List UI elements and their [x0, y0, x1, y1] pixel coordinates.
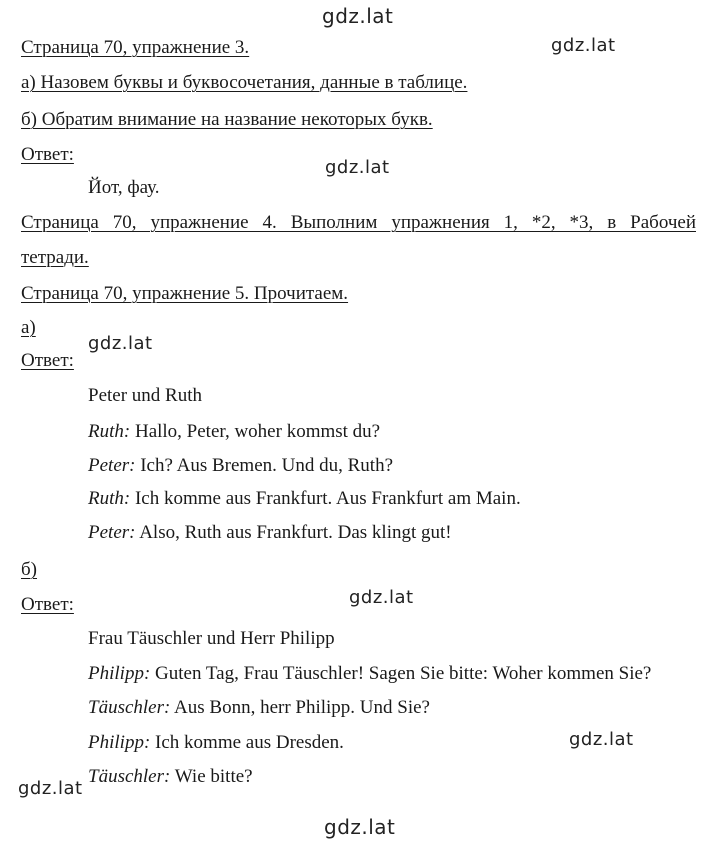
- speaker: Peter:: [88, 522, 136, 543]
- utterance: Ich komme aus Dresden.: [155, 732, 344, 753]
- watermark: gdz.lat: [88, 333, 153, 354]
- dialogue-line: [88, 696, 430, 720]
- dialogue-line: [88, 487, 521, 511]
- speaker: Täuschler:: [88, 766, 171, 787]
- exercise-4-line-2: тетради.: [21, 247, 89, 268]
- speaker: Täuschler:: [88, 697, 171, 718]
- dialogue-line: [88, 662, 651, 686]
- exercise-3-task-a: а) Назовем буквы и буквосочетания, данные в таблице.: [21, 72, 468, 93]
- dialogue-line: [88, 420, 380, 444]
- answer-label: Ответ:: [21, 594, 74, 615]
- dialogue-line: [88, 521, 452, 545]
- watermark: gdz.lat: [551, 35, 616, 56]
- dialogue-a-heading: Peter und Ruth: [88, 385, 202, 406]
- dialogue-line: [88, 454, 393, 478]
- watermark-bottom: gdz.lat: [324, 815, 396, 839]
- speaker: Ruth:: [88, 421, 131, 442]
- speaker: Peter:: [88, 455, 136, 476]
- exercise-3-answer: Йот, фау.: [88, 177, 160, 198]
- watermark-top: gdz.lat: [322, 4, 394, 28]
- utterance: Aus Bonn, herr Philipp. Und Sie?: [174, 697, 430, 718]
- watermark: gdz.lat: [325, 157, 390, 178]
- dialogue-line: [88, 731, 344, 755]
- speaker: Philipp:: [88, 663, 151, 684]
- utterance: Wie bitte?: [174, 766, 253, 787]
- watermark: gdz.lat: [18, 778, 83, 799]
- dialogue-line: [88, 765, 253, 789]
- utterance: Ich? Aus Bremen. Und du, Ruth?: [140, 455, 393, 476]
- utterance: Guten Tag, Frau Täuschler! Sagen Sie bitte: Woher kommen Sie?: [155, 663, 652, 684]
- watermark: gdz.lat: [349, 587, 414, 608]
- speaker: Philipp:: [88, 732, 151, 753]
- utterance: Ich komme aus Frankfurt. Aus Frankfurt am Main.: [134, 488, 521, 509]
- speaker: Ruth:: [88, 488, 131, 509]
- utterance: Also, Ruth aus Frankfurt. Das klingt gut!: [139, 522, 452, 543]
- exercise-4-line-1: Страница 70, упражнение 4. Выполним упражнения 1, *2, *3, в Рабочей: [21, 212, 696, 233]
- dialogue-b-heading: Frau Täuschler und Herr Philipp: [88, 628, 335, 649]
- part-a-label: а): [21, 317, 36, 338]
- exercise-3-title: Страница 70, упражнение 3.: [21, 37, 250, 58]
- exercise-5-title: Страница 70, упражнение 5. Прочитаем.: [21, 283, 349, 304]
- exercise-3-task-b: б) Обратим внимание на название некоторых букв.: [21, 109, 433, 130]
- watermark: gdz.lat: [569, 729, 634, 750]
- part-b-label: б): [21, 559, 37, 580]
- answer-label: Ответ:: [21, 350, 74, 371]
- answer-label: Ответ:: [21, 144, 74, 165]
- utterance: Hallo, Peter, woher kommst du?: [134, 421, 381, 442]
